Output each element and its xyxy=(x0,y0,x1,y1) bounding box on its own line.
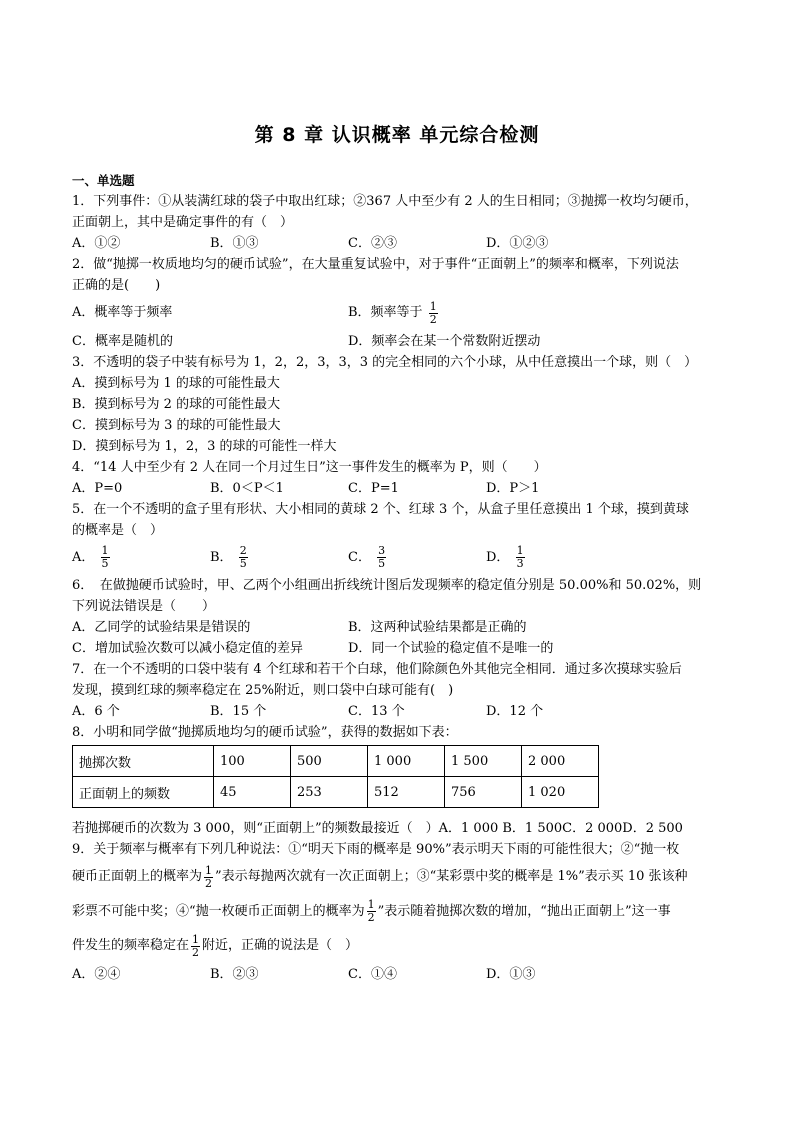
table-cell: 253 xyxy=(291,777,368,808)
fraction-denominator: 5 xyxy=(101,557,109,570)
option-c xyxy=(348,541,486,576)
question-2-text: 2．做“抛掷一枚质地均匀的硬币试验”，在大量重复试验中，对于事件“正面朝上”的频率和概率，下列说法 xyxy=(72,257,679,272)
fraction xyxy=(204,865,213,890)
option-a xyxy=(72,541,210,576)
option-d xyxy=(486,541,624,576)
question-6-text: 6． 在做抛硬币试验时，甲、乙两个小组画出折线统计图后发现频率的稳定值分别是 50.00%和 50.02%，则 xyxy=(72,578,702,593)
text-segment: 件发生的频率稳定在 xyxy=(72,938,190,953)
question-9-text-cont xyxy=(72,860,732,895)
question-5-text-cont: 的概率是（ ） xyxy=(72,522,164,538)
question-1-options xyxy=(72,233,732,254)
fraction-denominator: 3 xyxy=(516,557,524,570)
option-c: C．13 个 xyxy=(348,704,405,719)
fraction-denominator: 2 xyxy=(429,312,437,326)
question-list xyxy=(72,170,732,985)
question-9-text-cont xyxy=(72,929,732,964)
question-6 xyxy=(72,575,732,659)
text-segment: 硬币正面朝上的概率为 xyxy=(72,869,203,884)
table-cell: 1 020 xyxy=(522,777,599,808)
fraction-numerator: 1 xyxy=(192,932,200,946)
option-a: A．摸到标号为 1 的球的可能性最大 xyxy=(72,375,280,391)
question-5 xyxy=(72,499,732,576)
section-heading: 一、单选题 xyxy=(72,173,135,188)
question-7-text-cont: 发现，摸到红球的频率稳定在 25%附近，则口袋中白球可能有( ) xyxy=(72,683,454,698)
fraction xyxy=(429,301,438,326)
question-4 xyxy=(72,457,732,499)
option-d: D．①②③ xyxy=(486,236,549,251)
option-b: B．摸到标号为 2 的球的可能性最大 xyxy=(72,396,281,412)
fraction xyxy=(516,545,525,570)
option-b-text: B．频率等于 xyxy=(348,305,423,320)
fraction-denominator: 5 xyxy=(378,557,386,570)
fraction xyxy=(101,545,110,570)
option-a: A．①② xyxy=(72,236,121,251)
question-8 xyxy=(72,722,732,839)
text-segment: 附近，正确的说法是（ ） xyxy=(202,938,359,953)
fraction-numerator: 1 xyxy=(367,898,375,911)
fraction-denominator: 2 xyxy=(367,911,375,924)
fraction-numerator: 2 xyxy=(239,544,247,557)
question-2 xyxy=(72,254,732,352)
option-a: A．乙同学的试验结果是错误的 xyxy=(72,620,251,635)
option-label: A． xyxy=(72,549,95,565)
option-c: C．摸到标号为 3 的球的可能性最大 xyxy=(72,417,281,433)
text-segment: ”表示每抛两次就有一次正面朝上；③“某彩票中奖的概率是 1%”表示买 10 张该种 xyxy=(215,869,688,884)
option-d: D．12 个 xyxy=(486,704,544,719)
option-d: D．频率会在某一个常数附近摆动 xyxy=(348,333,541,349)
option-a: A．6 个 xyxy=(72,704,120,719)
question-1-text-cont: 正面朝上，其中是确定事件的有（ ） xyxy=(72,215,294,230)
fraction xyxy=(367,899,376,924)
option-c: C．②③ xyxy=(348,236,397,251)
option-d: D．摸到标号为 1，2，3 的球的可能性一样大 xyxy=(72,438,337,454)
question-6-options-row1 xyxy=(72,617,732,638)
option-label: B． xyxy=(210,549,233,565)
option-label: D． xyxy=(486,549,510,565)
option-c: C．概率是随机的 xyxy=(72,333,173,349)
fraction xyxy=(191,934,200,959)
question-7-text: 7．在一个不透明的口袋中装有 4 个红球和若干个白球，他们除颜色外其他完全相同．通过多次摸球实验后 xyxy=(72,662,682,677)
table-row xyxy=(73,746,599,777)
fraction xyxy=(239,545,248,570)
fraction-numerator: 1 xyxy=(429,299,437,313)
fraction-numerator: 1 xyxy=(516,544,524,557)
option-b: B．15 个 xyxy=(210,704,267,719)
fraction-numerator: 1 xyxy=(205,863,213,877)
question-9 xyxy=(72,839,732,985)
option-a: A．P=0 xyxy=(72,480,123,496)
option-b xyxy=(210,541,348,576)
table-cell: 1 500 xyxy=(445,746,522,777)
question-4-text: 4．“14 人中至少有 2 人在同一个月过生日”这一事件发生的概率为 P，则（ ） xyxy=(72,459,547,475)
option-d: D．P＞1 xyxy=(486,480,540,496)
option-a: A．②④ xyxy=(72,966,121,982)
question-9-options xyxy=(72,964,732,985)
question-4-options xyxy=(72,478,732,499)
fraction-denominator: 5 xyxy=(239,557,247,570)
question-2-options-row1 xyxy=(72,296,732,331)
question-7 xyxy=(72,659,732,722)
option-b xyxy=(348,296,624,331)
question-5-options xyxy=(72,541,732,576)
option-c: C．①④ xyxy=(348,966,397,982)
option-c: C．P=1 xyxy=(348,480,399,496)
table-cell: 1 000 xyxy=(368,746,445,777)
question-3-text: 3．不透明的袋子中装有标号为 1，2，2，3，3，3 的完全相同的六个小球，从中任意摸出一个球，则（ ） xyxy=(72,354,698,370)
option-d: D．①③ xyxy=(486,966,536,982)
fraction-denominator: 2 xyxy=(192,945,200,959)
question-1-text: 1．下列事件：①从装满红球的袋子中取出红球；②367 人中至少有 2 人的生日相同；③抛掷一枚均匀硬币， xyxy=(72,194,698,209)
table-row xyxy=(73,777,599,808)
table-cell: 500 xyxy=(291,746,368,777)
table-cell: 512 xyxy=(368,777,445,808)
question-1 xyxy=(72,191,732,254)
data-table xyxy=(72,745,599,808)
table-cell: 756 xyxy=(445,777,522,808)
question-6-text-cont: 下列说法错误是（ ） xyxy=(72,599,216,614)
question-2-text-cont: 正确的是( ) xyxy=(72,278,161,293)
fraction-numerator: 3 xyxy=(378,544,386,557)
question-8-text-cont: 若抛掷硬币的次数为 3 000，则“正面朝上”的频数最接近（ ）A．1 000 B．1 500C．2 000D．2 500 xyxy=(72,821,683,836)
option-c: C．增加试验次数可以减小稳定值的差异 xyxy=(72,641,303,656)
fraction-denominator: 2 xyxy=(205,876,213,890)
page-title: 第 8 章 认识概率 单元综合检测 xyxy=(254,124,540,146)
question-9-text: 9．关于频率与概率有下列几种说法：①“明天下雨的概率是 90%”表示明天下雨的可能性很大；②“抛一枚 xyxy=(72,842,680,857)
fraction xyxy=(377,545,386,570)
option-b: B．①③ xyxy=(210,236,259,251)
option-a: A．概率等于频率 xyxy=(72,305,173,320)
question-7-options xyxy=(72,701,732,722)
question-3 xyxy=(72,352,732,457)
table-cell: 45 xyxy=(214,777,291,808)
table-cell: 正面朝上的频数 xyxy=(73,777,214,808)
question-9-text-cont xyxy=(72,895,732,930)
fraction-numerator: 1 xyxy=(101,544,109,557)
option-d: D．同一个试验的稳定值不是唯一的 xyxy=(348,641,554,656)
table-cell: 抛掷次数 xyxy=(73,746,214,777)
question-2-options-row2 xyxy=(72,331,732,352)
table-cell: 100 xyxy=(214,746,291,777)
question-6-options-row2 xyxy=(72,638,732,659)
text-segment: ”表示随着抛掷次数的增加，“抛出正面朝上”这一事 xyxy=(377,903,671,919)
question-8-text: 8．小明和同学做“抛掷质地均匀的硬币试验”，获得的数据如下表： xyxy=(72,725,458,740)
option-label: C． xyxy=(348,549,371,565)
question-5-text: 5．在一个不透明的盒子里有形状、大小相同的黄球 2 个、红球 3 个，从盒子里任意摸出 1 个球，摸到黄球 xyxy=(72,501,689,517)
table-cell: 2 000 xyxy=(522,746,599,777)
text-segment: 彩票不可能中奖；④“抛一枚硬币正面朝上的概率为 xyxy=(72,903,365,919)
option-b: B．②③ xyxy=(210,966,259,982)
option-b: B．这两种试验结果都是正确的 xyxy=(348,620,527,635)
option-b: B．0＜P＜1 xyxy=(210,480,284,496)
